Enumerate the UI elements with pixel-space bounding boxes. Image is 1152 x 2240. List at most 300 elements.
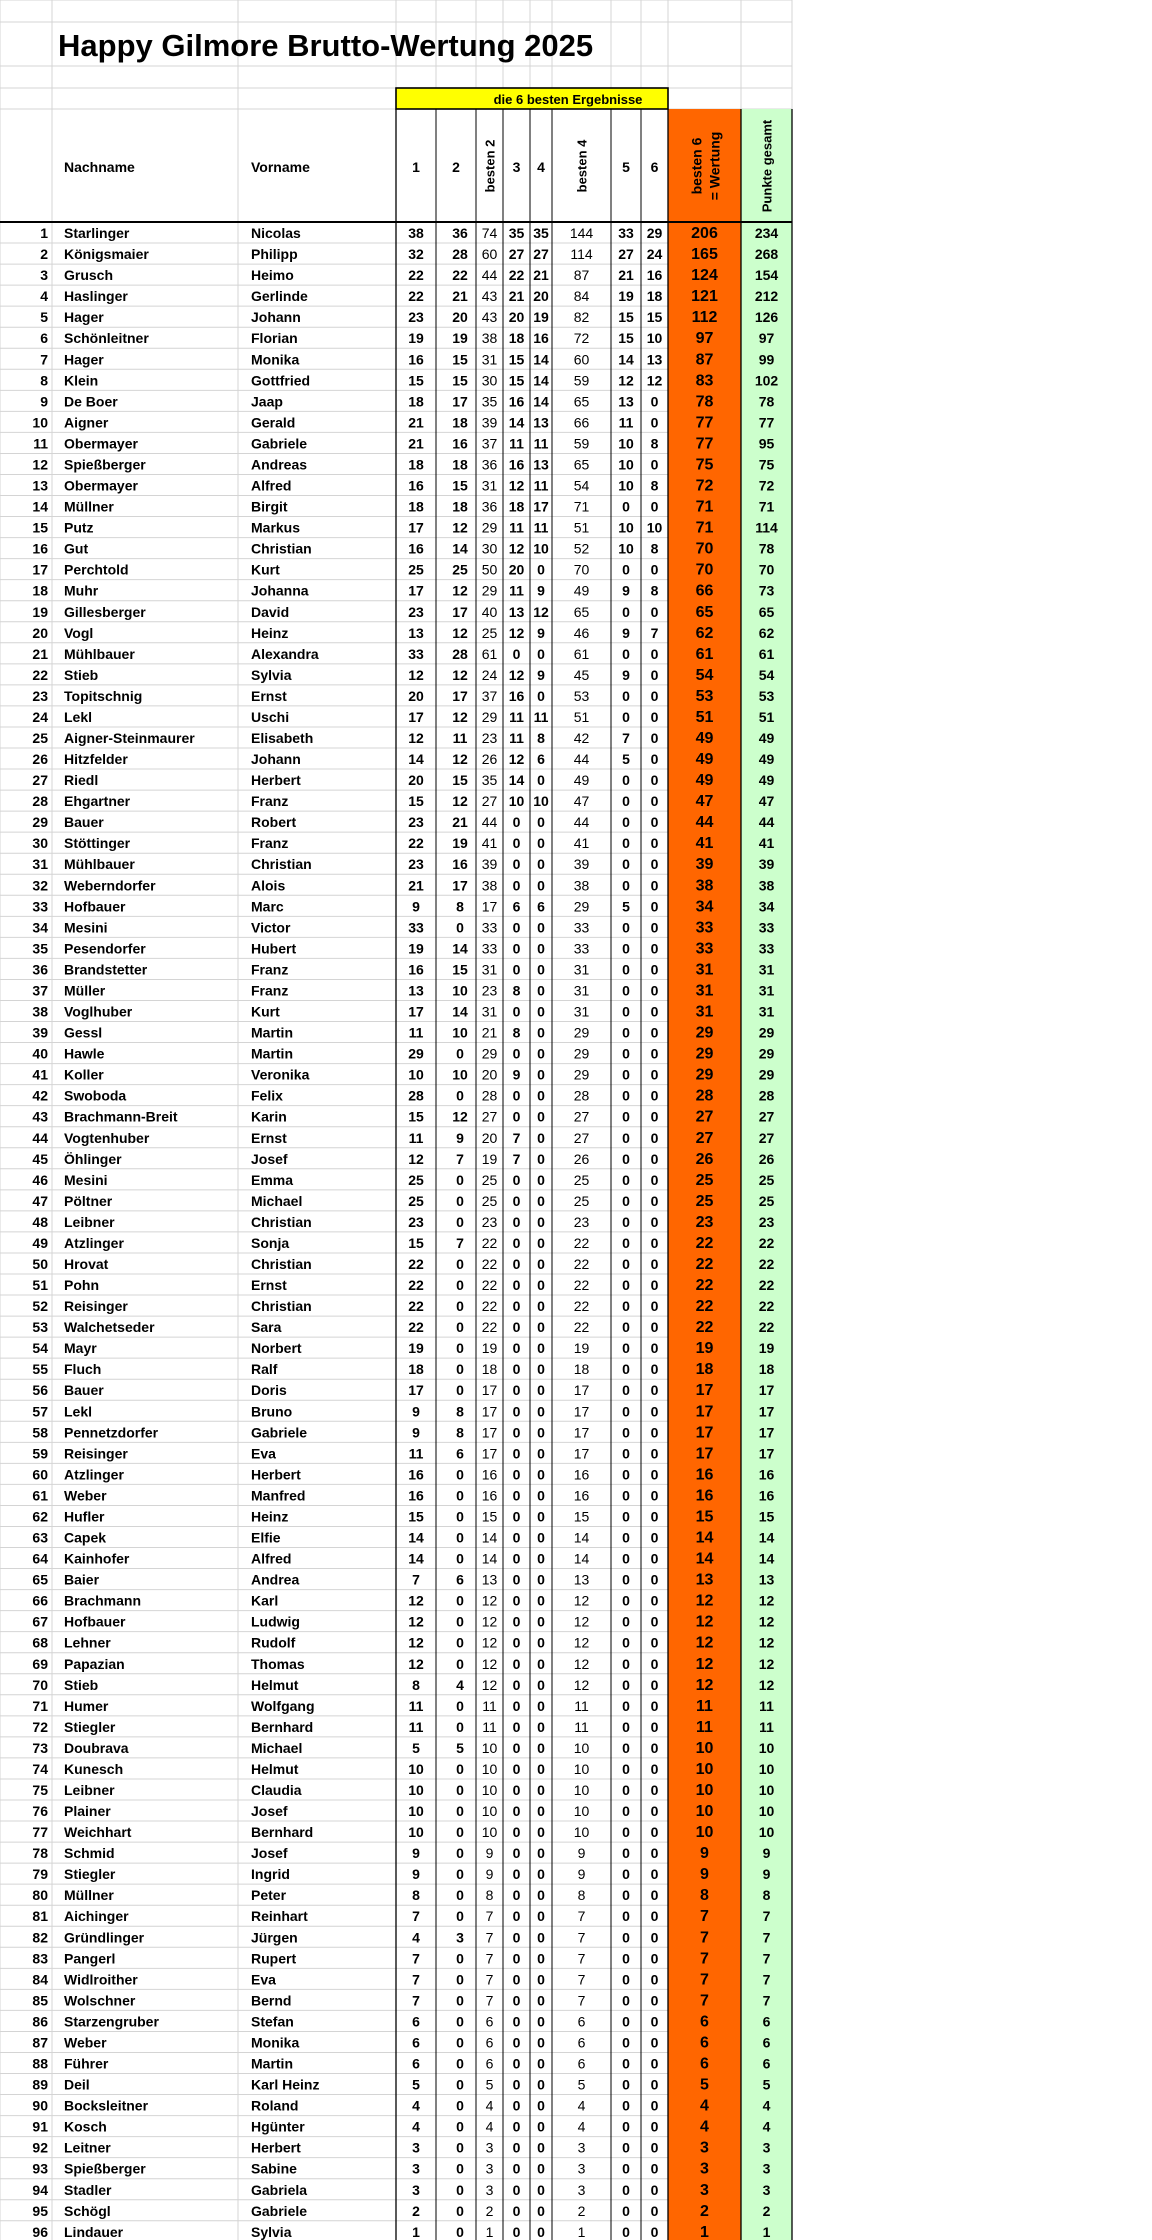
cell-punkte-gesamt: 15 — [758, 1508, 775, 1525]
cell-round-1: 7 — [412, 1971, 420, 1988]
cell-round-2: 25 — [452, 561, 468, 578]
cell-besten-4: 49 — [573, 772, 590, 789]
cell-punkte-gesamt: 77 — [758, 414, 775, 431]
table-row — [32, 1551, 774, 1568]
cell-round-2: 15 — [452, 351, 468, 368]
cell-round-1: 8 — [412, 1676, 420, 1693]
cell-round-1: 3 — [412, 2139, 420, 2156]
table-row — [32, 1824, 774, 1841]
cell-round-3: 0 — [512, 1445, 521, 1462]
cell-besten-2: 4 — [485, 2097, 494, 2114]
cell-round-2: 0 — [456, 1171, 464, 1188]
cell-punkte-gesamt: 49 — [758, 730, 775, 746]
cell-nachname: Klein — [64, 372, 99, 389]
cell-rank: 46 — [32, 1171, 48, 1188]
cell-round-1: 15 — [408, 1234, 424, 1251]
table-row — [32, 1761, 774, 1778]
cell-nachname: Mesini — [64, 919, 108, 936]
cell-round-2: 0 — [456, 1697, 464, 1714]
cell-round-2: 22 — [452, 267, 468, 284]
cell-round-2: 17 — [452, 393, 468, 410]
cell-round-2: 0 — [456, 1487, 464, 1504]
cell-round-6: 0 — [650, 2097, 659, 2114]
cell-punkte-gesamt: 33 — [758, 919, 775, 936]
cell-round-1: 9 — [412, 898, 420, 915]
cell-wertung: 49 — [695, 730, 714, 747]
table-row — [32, 1782, 774, 1799]
cell-wertung: 70 — [695, 540, 714, 558]
cell-round-5: 0 — [622, 1277, 630, 1294]
cell-besten-4: 45 — [573, 666, 590, 683]
cell-round-6: 0 — [650, 2118, 659, 2135]
cell-round-5: 9 — [622, 666, 630, 683]
cell-punkte-gesamt: 22 — [758, 1319, 775, 1336]
cell-round-1: 13 — [408, 982, 424, 999]
cell-rank: 28 — [32, 793, 48, 810]
table-row — [32, 1277, 774, 1294]
cell-round-2: 0 — [456, 1529, 464, 1546]
cell-round-3: 0 — [512, 1213, 521, 1230]
cell-besten-4: 51 — [573, 708, 590, 725]
cell-besten-4: 3 — [577, 2160, 586, 2177]
cell-round-2: 12 — [452, 582, 468, 599]
cell-round-1: 38 — [408, 225, 424, 242]
cell-besten-4: 15 — [573, 1508, 590, 1525]
cell-punkte-gesamt: 25 — [758, 1192, 775, 1209]
header-round-r3: 3 — [512, 159, 521, 175]
cell-besten-4: 12 — [573, 1613, 590, 1630]
cell-besten-4: 46 — [573, 624, 590, 641]
cell-round-2: 15 — [452, 961, 468, 978]
cell-rank: 12 — [32, 456, 48, 473]
cell-rank: 85 — [32, 1992, 48, 2009]
cell-vorname: Karin — [251, 1108, 287, 1125]
cell-round-2: 21 — [452, 814, 468, 831]
cell-round-5: 0 — [622, 2118, 630, 2135]
cell-besten-2: 17 — [481, 1445, 498, 1462]
cell-besten-2: 31 — [481, 351, 498, 368]
cell-round-6: 8 — [650, 477, 659, 494]
cell-round-6: 0 — [650, 1277, 659, 1294]
cell-punkte-gesamt: 102 — [754, 372, 779, 389]
cell-round-3: 0 — [512, 2055, 521, 2072]
cell-round-1: 12 — [408, 1150, 424, 1167]
cell-round-5: 0 — [622, 2055, 630, 2072]
cell-nachname: Muhr — [64, 582, 99, 599]
cell-besten-2: 9 — [485, 1866, 494, 1883]
cell-round-3: 0 — [512, 835, 521, 852]
cell-wertung: 3 — [700, 2139, 709, 2157]
table-row — [32, 625, 774, 642]
header-round-r4: 4 — [537, 159, 545, 175]
cell-punkte-gesamt: 14 — [758, 1550, 775, 1567]
cell-round-2: 10 — [452, 1024, 468, 1041]
cell-vorname: Monika — [251, 2034, 300, 2051]
cell-wertung: 12 — [695, 1613, 714, 1631]
cell-round-1: 15 — [408, 1108, 424, 1125]
cell-round-4: 0 — [537, 1803, 545, 1820]
cell-round-4: 0 — [537, 1108, 545, 1125]
cell-wertung: 47 — [695, 793, 714, 811]
cell-round-1: 18 — [408, 498, 424, 515]
header-round-r2: 2 — [452, 159, 460, 175]
cell-besten-2: 31 — [481, 1003, 498, 1020]
cell-round-6: 0 — [650, 1655, 659, 1672]
cell-wertung: 10 — [695, 1803, 714, 1821]
cell-rank: 70 — [32, 1676, 48, 1693]
cell-besten-4: 29 — [573, 1045, 590, 1062]
cell-rank: 68 — [32, 1634, 48, 1651]
cell-wertung: 10 — [695, 1739, 714, 1757]
cell-besten-4: 22 — [573, 1319, 590, 1336]
cell-round-2: 10 — [452, 982, 468, 999]
cell-round-5: 0 — [622, 1508, 630, 1525]
cell-punkte-gesamt: 12 — [758, 1592, 775, 1609]
cell-round-6: 0 — [650, 2013, 659, 2030]
cell-rank: 52 — [32, 1298, 48, 1315]
cell-round-6: 8 — [650, 582, 659, 599]
cell-round-5: 0 — [622, 1803, 630, 1820]
cell-round-4: 0 — [537, 1298, 545, 1315]
cell-vorname: Christian — [251, 1213, 312, 1230]
cell-round-2: 0 — [456, 1592, 464, 1609]
cell-round-3: 0 — [512, 1003, 521, 1020]
cell-round-3: 8 — [512, 982, 521, 999]
cell-wertung: 165 — [691, 246, 718, 264]
cell-vorname: Jürgen — [251, 1929, 298, 1946]
cell-round-4: 0 — [537, 2013, 545, 2030]
cell-round-4: 0 — [537, 1087, 545, 1104]
cell-nachname: Kainhofer — [64, 1550, 130, 1567]
cell-round-5: 0 — [622, 1613, 630, 1630]
cell-besten-2: 23 — [481, 1213, 498, 1230]
cell-vorname: Robert — [251, 814, 297, 831]
cell-round-4: 0 — [537, 1277, 545, 1294]
cell-vorname: Christian — [251, 856, 312, 873]
cell-besten-4: 18 — [573, 1361, 590, 1378]
cell-besten-4: 38 — [573, 877, 590, 894]
cell-besten-2: 50 — [481, 561, 498, 578]
cell-rank: 26 — [32, 751, 48, 768]
cell-round-5: 0 — [622, 687, 630, 704]
cell-nachname: Starlinger — [64, 225, 130, 242]
cell-wertung: 22 — [695, 1319, 714, 1337]
cell-round-2: 12 — [452, 708, 468, 725]
cell-vorname: Christian — [251, 540, 312, 557]
cell-wertung: 7 — [700, 1992, 709, 2010]
cell-nachname: Hofbauer — [64, 898, 126, 915]
cell-round-4: 0 — [537, 2034, 545, 2051]
cell-round-6: 0 — [650, 1845, 659, 1862]
cell-round-5: 0 — [622, 2223, 630, 2240]
table-row — [32, 414, 774, 431]
cell-round-4: 0 — [537, 940, 545, 957]
cell-rank: 48 — [32, 1213, 48, 1230]
cell-besten-2: 22 — [481, 1234, 498, 1251]
cell-round-3: 0 — [512, 1319, 521, 1336]
cell-round-5: 0 — [622, 1760, 630, 1777]
cell-round-3: 14 — [508, 414, 525, 431]
cell-vorname: Philipp — [251, 246, 298, 263]
cell-round-2: 19 — [452, 330, 468, 347]
table-row — [32, 1445, 774, 1462]
cell-round-2: 0 — [456, 1718, 464, 1735]
cell-besten-4: 2 — [577, 2202, 586, 2219]
cell-round-4: 0 — [537, 1361, 545, 1378]
cell-round-5: 9 — [622, 582, 630, 599]
cell-round-2: 28 — [452, 645, 468, 662]
cell-round-5: 0 — [622, 1171, 630, 1188]
cell-besten-4: 1 — [577, 2223, 586, 2240]
cell-round-1: 7 — [412, 1992, 420, 2009]
cell-nachname: Stieb — [64, 1676, 99, 1693]
cell-nachname: Hofbauer — [64, 1613, 126, 1630]
cell-besten-2: 30 — [481, 540, 498, 557]
cell-rank: 77 — [32, 1824, 48, 1841]
cell-round-6: 0 — [650, 1529, 659, 1546]
cell-vorname: Manfred — [251, 1487, 306, 1504]
table-row — [32, 961, 774, 978]
cell-round-2: 0 — [456, 1760, 464, 1777]
table-row — [32, 1382, 774, 1399]
cell-nachname: Weber — [64, 2034, 107, 2051]
cell-punkte-gesamt: 4 — [762, 2097, 771, 2114]
cell-round-3: 12 — [508, 477, 525, 494]
cell-round-1: 11 — [408, 1024, 424, 1041]
cell-rank: 83 — [32, 1950, 48, 1967]
cell-round-6: 0 — [650, 1024, 659, 1041]
cell-round-4: 0 — [537, 1739, 545, 1756]
cell-round-1: 18 — [408, 393, 424, 410]
cell-round-3: 0 — [512, 1108, 521, 1125]
cell-vorname: Eva — [251, 1445, 276, 1462]
cell-wertung: 6 — [700, 2013, 709, 2031]
cell-round-4: 0 — [537, 2202, 545, 2219]
cell-round-5: 0 — [622, 1150, 630, 1167]
cell-rank: 35 — [32, 940, 48, 957]
table-row — [32, 1214, 774, 1231]
cell-round-4: 0 — [537, 561, 545, 578]
table-row — [33, 435, 774, 452]
cell-round-2: 0 — [456, 2223, 464, 2240]
cell-round-1: 21 — [408, 414, 424, 431]
cell-rank: 14 — [32, 498, 48, 515]
cell-besten-4: 17 — [573, 1424, 590, 1441]
cell-round-4: 0 — [537, 1508, 545, 1525]
cell-round-6: 0 — [650, 1361, 659, 1378]
table-row — [32, 1593, 774, 1610]
cell-round-2: 8 — [456, 1403, 464, 1420]
cell-besten-2: 21 — [481, 1024, 498, 1041]
cell-wertung: 62 — [695, 624, 714, 642]
cell-punkte-gesamt: 11 — [759, 1718, 774, 1735]
cell-nachname: Stöttinger — [64, 835, 131, 852]
cell-besten-4: 5 — [577, 2076, 586, 2093]
cell-round-5: 9 — [622, 624, 630, 641]
cell-wertung: 83 — [695, 372, 714, 390]
cell-round-1: 22 — [408, 267, 424, 284]
cell-vorname: Karl Heinz — [251, 2076, 320, 2093]
cell-round-4: 16 — [533, 330, 549, 347]
cell-rank: 16 — [32, 540, 48, 557]
cell-round-3: 15 — [508, 351, 525, 368]
cell-besten-2: 15 — [481, 1508, 498, 1525]
cell-round-3: 0 — [512, 1571, 521, 1588]
cell-round-3: 0 — [512, 1487, 521, 1504]
cell-round-6: 0 — [650, 814, 659, 831]
cell-round-5: 0 — [622, 1887, 630, 1904]
cell-round-6: 0 — [650, 1613, 659, 1630]
cell-besten-2: 10 — [481, 1803, 498, 1820]
cell-nachname: Pohn — [64, 1277, 99, 1294]
cell-punkte-gesamt: 14 — [758, 1529, 775, 1546]
cell-round-3: 0 — [512, 940, 521, 957]
cell-nachname: Stadler — [64, 2181, 112, 2198]
cell-wertung: 9 — [700, 1845, 709, 1863]
table-row — [32, 2119, 770, 2136]
cell-besten-2: 29 — [481, 519, 498, 536]
cell-rank: 29 — [32, 814, 48, 831]
cell-punkte-gesamt: 9 — [762, 1866, 771, 1883]
cell-wertung: 3 — [700, 2181, 709, 2199]
cell-nachname: Perchtold — [64, 561, 129, 578]
cell-round-6: 18 — [646, 288, 663, 305]
cell-vorname: Hgünter — [251, 2118, 305, 2135]
cell-besten-4: 59 — [573, 435, 590, 452]
cell-vorname: Alexandra — [251, 645, 319, 662]
cell-round-3: 0 — [512, 1508, 521, 1525]
cell-punkte-gesamt: 29 — [758, 1024, 775, 1041]
cell-besten-2: 1 — [485, 2223, 494, 2240]
cell-besten-4: 12 — [573, 1655, 590, 1672]
cell-punkte-gesamt: 29 — [758, 1066, 775, 1083]
cell-round-4: 0 — [537, 982, 545, 999]
cell-round-6: 0 — [650, 751, 659, 768]
cell-wertung: 34 — [695, 898, 714, 916]
cell-round-3: 0 — [512, 1045, 521, 1062]
cell-round-1: 12 — [408, 1592, 424, 1609]
header-nachname: Nachname — [64, 159, 135, 175]
cell-round-6: 0 — [650, 1340, 659, 1357]
cell-vorname: Ludwig — [251, 1613, 300, 1630]
table-row — [32, 1572, 774, 1589]
cell-round-5: 0 — [622, 1739, 630, 1756]
cell-nachname: Brachmann — [64, 1592, 142, 1609]
cell-besten-2: 17 — [481, 1403, 498, 1420]
cell-round-1: 6 — [412, 2013, 420, 2030]
cell-vorname: Franz — [251, 961, 289, 978]
cell-nachname: Lindauer — [64, 2223, 124, 2240]
cell-nachname: Leitner — [64, 2139, 111, 2156]
cell-rank: 19 — [32, 603, 48, 620]
cell-round-1: 13 — [408, 624, 424, 641]
table-row — [32, 604, 774, 621]
cell-round-1: 3 — [412, 2181, 420, 2198]
cell-wertung: 41 — [695, 835, 714, 853]
cell-round-2: 15 — [452, 772, 468, 789]
cell-besten-4: 39 — [573, 856, 590, 873]
cell-punkte-gesamt: 39 — [758, 856, 775, 873]
cell-round-6: 0 — [650, 1234, 659, 1251]
group-header-label: die 6 besten Ergebnisse — [493, 92, 643, 107]
cell-round-6: 0 — [650, 1866, 659, 1883]
cell-rank: 24 — [32, 708, 48, 725]
cell-besten-2: 31 — [481, 961, 498, 978]
cell-besten-2: 22 — [481, 1256, 498, 1272]
cell-round-6: 0 — [650, 2034, 659, 2051]
cell-wertung: 87 — [695, 351, 714, 369]
cell-vorname: Eva — [251, 1971, 276, 1988]
cell-wertung: 17 — [695, 1382, 714, 1400]
table-row — [32, 520, 778, 537]
cell-besten-2: 7 — [485, 1950, 494, 1967]
cell-besten-4: 87 — [573, 267, 590, 284]
table-row — [32, 688, 774, 705]
table-row — [32, 1866, 770, 1883]
cell-round-5: 5 — [622, 751, 630, 768]
cell-vorname: Gerlinde — [251, 288, 308, 305]
cell-round-4: 0 — [537, 919, 545, 936]
cell-vorname: Sonja — [251, 1234, 290, 1251]
cell-besten-2: 7 — [485, 1992, 494, 2009]
cell-round-3: 0 — [512, 1718, 521, 1735]
cell-round-3: 20 — [508, 561, 525, 578]
cell-round-2: 0 — [456, 1845, 464, 1862]
cell-round-6: 29 — [646, 225, 663, 242]
cell-round-6: 0 — [650, 498, 659, 515]
cell-round-4: 0 — [537, 835, 545, 852]
cell-besten-2: 12 — [481, 1613, 498, 1630]
cell-round-1: 22 — [408, 288, 424, 305]
cell-round-2: 8 — [456, 898, 464, 915]
cell-round-3: 0 — [512, 645, 521, 662]
cell-round-4: 0 — [537, 645, 545, 662]
cell-punkte-gesamt: 26 — [758, 1150, 775, 1167]
cell-round-6: 0 — [650, 2181, 659, 2198]
cell-punkte-gesamt: 234 — [754, 225, 779, 242]
cell-besten-4: 31 — [573, 1003, 590, 1020]
table-row — [32, 877, 774, 894]
cell-wertung: 112 — [691, 309, 718, 327]
cell-vorname: Birgit — [251, 498, 288, 515]
cell-round-4: 0 — [537, 1845, 545, 1862]
cell-besten-2: 43 — [481, 309, 498, 326]
cell-vorname: Gabriele — [251, 1424, 308, 1441]
cell-round-2: 12 — [452, 1108, 468, 1125]
cell-wertung: 11 — [696, 1718, 713, 1736]
cell-round-4: 9 — [537, 624, 545, 641]
cell-round-2: 0 — [456, 1319, 464, 1336]
table-row — [32, 1508, 774, 1525]
cell-nachname: Bauer — [64, 1382, 104, 1399]
cell-round-6: 24 — [646, 246, 663, 263]
cell-round-2: 0 — [456, 1508, 464, 1525]
cell-wertung: 31 — [695, 982, 714, 1000]
cell-vorname: Elfie — [251, 1529, 281, 1546]
cell-wertung: 65 — [695, 603, 714, 621]
cell-nachname: Öhlinger — [64, 1150, 122, 1167]
cell-round-1: 21 — [408, 435, 424, 452]
cell-round-1: 16 — [408, 477, 424, 494]
cell-round-6: 0 — [650, 1403, 659, 1420]
cell-wertung: 53 — [695, 687, 714, 705]
cell-vorname: Helmut — [251, 1676, 299, 1693]
cell-wertung: 6 — [700, 2055, 709, 2073]
cell-punkte-gesamt: 6 — [762, 2034, 771, 2051]
cell-round-6: 0 — [650, 2139, 659, 2156]
cell-wertung: 4 — [700, 2118, 709, 2136]
cell-round-3: 10 — [508, 793, 525, 810]
